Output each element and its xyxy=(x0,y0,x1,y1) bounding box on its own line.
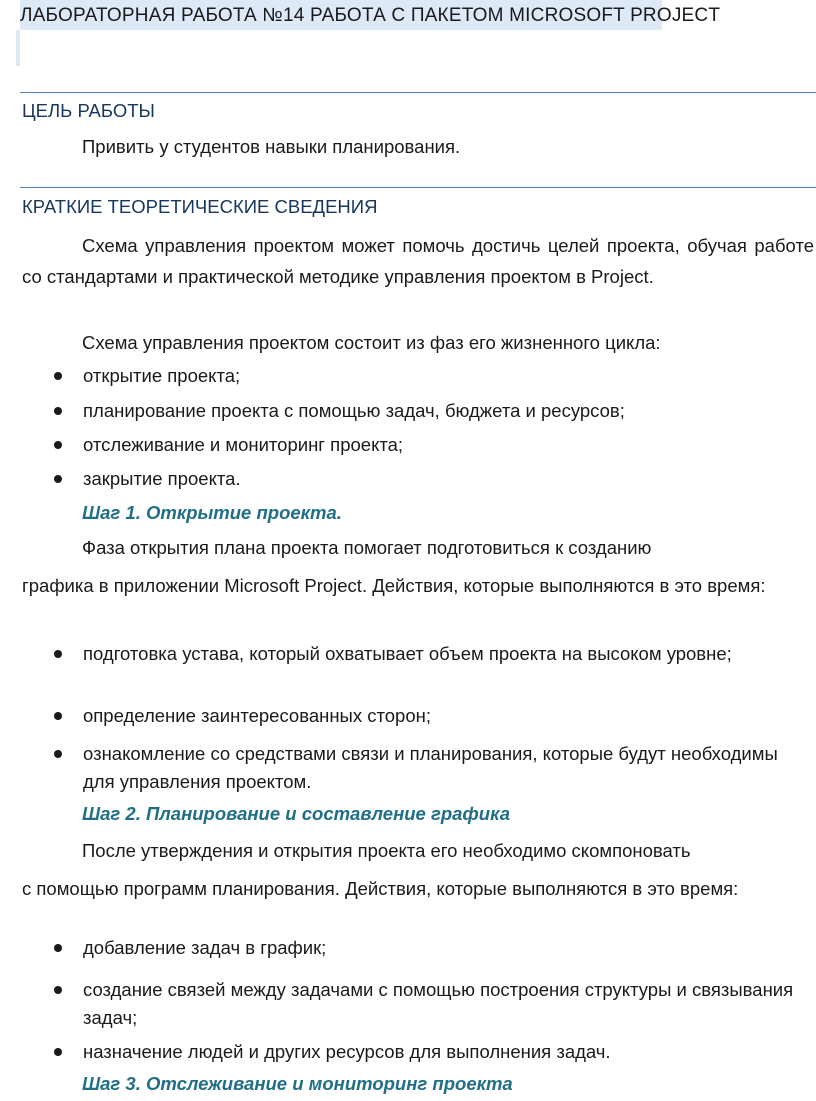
list-item: назначение людей и других ресурсов для выполнения задач. xyxy=(50,1038,810,1066)
bullet-icon xyxy=(54,1048,62,1056)
list-item: отслеживание и мониторинг проекта; xyxy=(50,431,810,459)
bullet-icon xyxy=(54,372,62,380)
list-item: создание связей между задачами с помощью построения структуры и связывания задач; xyxy=(50,976,810,1032)
list-item: подготовка устава, который охватывает объем проекта на высоком уровне; xyxy=(50,640,810,668)
theory-intro-paragraph: Схема управления проектом может помочь достичь целей проекта, обучая работе со стандартами и практической методике управления проектом в Project. xyxy=(22,235,814,287)
bullet-icon xyxy=(54,750,62,758)
bullet-icon xyxy=(54,407,62,415)
step3-title: Шаг 3. Отслеживание и мониторинг проекта xyxy=(82,1073,513,1094)
step2-line2: с помощью программ планирования. Действия, которые выполняются в это время: xyxy=(22,878,739,899)
step2-title: Шаг 2. Планирование и составление графика xyxy=(82,803,510,824)
bullet-icon xyxy=(54,944,62,952)
goal-heading: ЦЕЛЬ РАБОТЫ xyxy=(22,100,155,121)
list-item: закрытие проекта. xyxy=(50,465,810,493)
list-item: определение заинтересованных сторон; xyxy=(50,702,810,730)
text-cursor-mark xyxy=(16,30,20,66)
list-item: открытие проекта; xyxy=(50,362,810,390)
theory-heading: КРАТКИЕ ТЕОРЕТИЧЕСКИЕ СВЕДЕНИЯ xyxy=(22,196,378,217)
step1-line2: графика в приложении Microsoft Project. Действия, которые выполняются в это время: xyxy=(22,575,766,596)
document-title: ЛАБОРАТОРНАЯ РАБОТА №14 РАБОТА С ПАКЕТОМ MICROSOFT PROJECT xyxy=(20,4,720,28)
bullet-icon xyxy=(54,650,62,658)
bullet-icon xyxy=(54,712,62,720)
goal-text: Привить у студентов навыки планирования. xyxy=(82,136,461,157)
step1-title: Шаг 1. Открытие проекта. xyxy=(82,502,342,523)
section-divider xyxy=(20,187,816,188)
list-item: ознакомление со средствами связи и планирования, которые будут необходимы для управления проектом. xyxy=(50,740,810,796)
bullet-icon xyxy=(54,986,62,994)
step1-line1: Фаза открытия плана проекта помогает подготовиться к созданию xyxy=(82,537,652,558)
list-item: планирование проекта с помощью задач, бюджета и ресурсов; xyxy=(50,397,810,425)
step2-line1: После утверждения и открытия проекта его необходимо скомпоновать xyxy=(82,840,691,861)
phases-intro: Схема управления проектом состоит из фаз его жизненного цикла: xyxy=(82,332,661,353)
bullet-icon xyxy=(54,475,62,483)
bullet-icon xyxy=(54,441,62,449)
section-divider xyxy=(20,92,816,93)
list-item: добавление задач в график; xyxy=(50,934,810,962)
